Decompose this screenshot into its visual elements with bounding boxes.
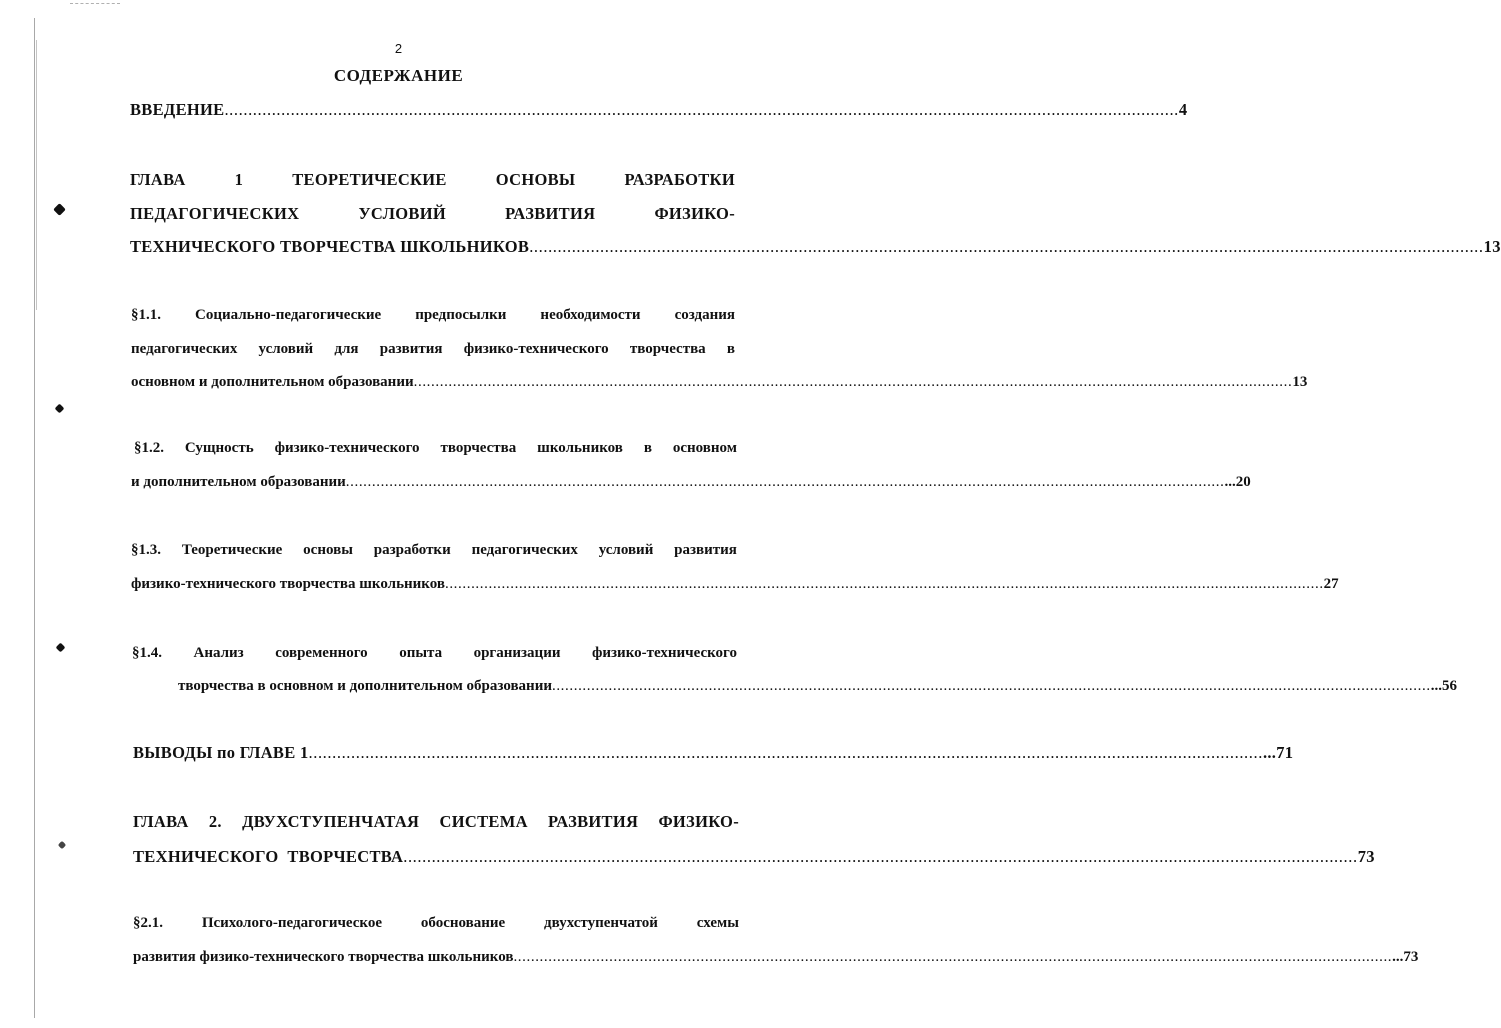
leader-dots: ..........................................................................................................................................................................................................	[413, 374, 1293, 390]
word: творчества	[629, 341, 706, 357]
word: условий	[258, 341, 314, 357]
toc-entry-title: творчества в основном и дополнительном образовании	[178, 678, 552, 694]
binding-hole-mark	[58, 841, 66, 849]
word: Сущность	[184, 440, 254, 456]
toc-entry-section-1-3[interactable]	[131, 540, 1339, 596]
scan-edge-line	[34, 18, 35, 1018]
word: §1.2.	[134, 440, 164, 456]
toc-page-number: ...73	[1392, 949, 1419, 965]
word: СИСТЕМА	[439, 812, 528, 831]
word: предпосылки	[415, 307, 507, 323]
toc-page-number: ...56	[1430, 678, 1457, 694]
word: Анализ	[193, 645, 244, 661]
word: организации	[473, 645, 561, 661]
word: условий	[598, 542, 654, 558]
toc-entry-line	[134, 438, 737, 458]
word: педагогических	[131, 341, 238, 357]
scan-artifact	[70, 3, 120, 6]
toc-entry-title: развития физико-технического творчества школьников	[133, 949, 514, 965]
word: физико-технического	[274, 440, 420, 456]
toc-entry-line	[133, 913, 739, 933]
word: школьников	[537, 440, 623, 456]
toc-page-number: 27	[1323, 576, 1339, 592]
word: 2.	[208, 812, 222, 831]
binding-hole-mark	[53, 203, 66, 216]
toc-entry-title: ТЕХНИЧЕСКОГО ТВОРЧЕСТВА	[133, 847, 404, 866]
toc-entry-section-1-1[interactable]	[131, 305, 1308, 395]
word: творчества	[440, 440, 517, 456]
toc-entry-chapter-2[interactable]	[133, 812, 1375, 868]
page-title: СОДЕРЖАНИЕ	[333, 66, 464, 85]
word: педагогических	[471, 542, 578, 558]
toc-entry-introduction[interactable]	[130, 100, 1188, 122]
toc-entry-line	[130, 204, 735, 224]
word: двухступенчатой	[544, 915, 658, 931]
word: в	[643, 440, 652, 456]
word: ДВУХСТУПЕНЧАТАЯ	[242, 812, 420, 831]
toc-entry-line	[132, 643, 737, 663]
word: Социально-педагогические	[194, 307, 382, 323]
word: УСЛОВИЙ	[358, 204, 446, 223]
toc-page-number: 13	[1292, 374, 1308, 390]
word: современного	[275, 645, 368, 661]
toc-entry-section-1-2[interactable]	[131, 438, 1251, 494]
word: ГЛАВА	[133, 812, 189, 831]
leader-dots: ..........................................................................................................................................................................................................	[513, 949, 1393, 965]
word: для	[334, 341, 359, 357]
toc-entry-line	[133, 812, 739, 832]
toc-entry-chapter-1[interactable]	[130, 170, 1501, 260]
toc-entry-title: ТЕХНИЧЕСКОГО ТВОРЧЕСТВА ШКОЛЬНИКОВ	[130, 237, 530, 256]
word: Теоретические	[181, 542, 283, 558]
word: разработки	[373, 542, 451, 558]
word: ФИЗИКО-	[658, 812, 739, 831]
word: физико-технического	[463, 341, 609, 357]
binding-hole-mark	[56, 643, 66, 653]
leader-dots: ..........................................................................................................................................................................................................	[345, 474, 1225, 490]
toc-entry-section-1-4[interactable]	[132, 643, 1457, 699]
toc-page-number: ...71	[1262, 743, 1294, 762]
word: §1.3.	[131, 542, 161, 558]
toc-entry-line	[131, 305, 735, 325]
toc-entry-title: ВЫВОДЫ по ГЛАВЕ 1	[133, 743, 309, 762]
toc-entry-conclusions-chapter-1[interactable]	[133, 743, 1294, 765]
toc-page-number: ...20	[1224, 474, 1251, 490]
word: РАЗВИТИЯ	[548, 812, 639, 831]
toc-page-number: 73	[1357, 847, 1375, 866]
leader-dots: ..........................................................................................................................................................................................................	[444, 576, 1324, 592]
leader-dots: ..........................................................................................................................................................................................................	[529, 237, 1484, 256]
word: §2.1.	[133, 915, 163, 931]
word: в	[726, 341, 735, 357]
word: 1	[234, 170, 244, 189]
word: основы	[303, 542, 353, 558]
leader-dots: ..........................................................................................................................................................................................................	[308, 743, 1263, 762]
word: РАЗРАБОТКИ	[624, 170, 735, 189]
binding-hole-mark	[55, 404, 65, 414]
word: физико-технического	[592, 645, 737, 661]
word: создания	[674, 307, 735, 323]
toc-entry-title: ВВЕДЕНИЕ	[130, 100, 225, 119]
word: развития	[379, 341, 443, 357]
word: необходимости	[540, 307, 641, 323]
word: ПЕДАГОГИЧЕСКИХ	[130, 204, 300, 223]
page-number: 2	[394, 41, 403, 56]
toc-page-number: 13	[1483, 237, 1501, 256]
word: обоснование	[420, 915, 506, 931]
word: §1.4.	[132, 645, 162, 661]
toc-entry-section-2-1[interactable]	[133, 913, 1419, 969]
toc-entry-line	[130, 170, 735, 190]
toc-entry-title: физико-технического творчества школьников	[131, 576, 445, 592]
word: §1.1.	[131, 307, 161, 323]
toc-entry-title: основном и дополнительном образовании	[131, 374, 414, 390]
toc-page-number: 4	[1178, 100, 1188, 119]
word: схемы	[696, 915, 739, 931]
word: ФИЗИКО-	[654, 204, 735, 223]
word: ТЕОРЕТИЧЕСКИЕ	[292, 170, 447, 189]
toc-entry-line	[131, 339, 735, 359]
word: Психолого-педагогическое	[201, 915, 383, 931]
word: ОСНОВЫ	[495, 170, 576, 189]
toc-entry-title: и дополнительном образовании	[131, 474, 346, 490]
leader-dots: ..........................................................................................................................................................................................................	[403, 847, 1358, 866]
toc-entry-line	[131, 540, 737, 560]
word: ГЛАВА	[130, 170, 186, 189]
leader-dots: ..........................................................................................................................................................................................................	[551, 678, 1431, 694]
word: основном	[672, 440, 737, 456]
word: опыта	[399, 645, 443, 661]
word: развития	[674, 542, 737, 558]
leader-dots: ..........................................................................................................................................................................................................	[224, 100, 1179, 119]
word: РАЗВИТИЯ	[505, 204, 596, 223]
